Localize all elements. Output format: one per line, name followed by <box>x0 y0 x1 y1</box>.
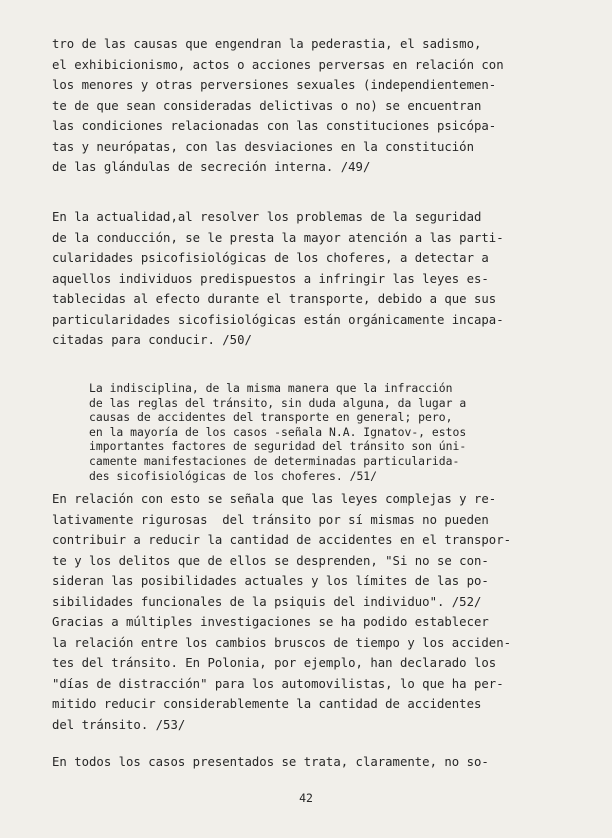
text-line: del tránsito. /53/ <box>52 717 186 732</box>
text-line: tes del tránsito. En Polonia, por ejemplo, han declarado los <box>52 656 497 670</box>
text-line: aquellos individuos predispuestos a infringir las leyes es- <box>52 271 489 286</box>
text-line: En relación con esto se señala que las leyes complejas y re- <box>52 492 497 506</box>
text-line: citadas para conducir. /50/ <box>52 333 252 347</box>
text-line: En todos los casos presentados se trata, claramente, no so- <box>52 755 489 769</box>
text-line: los menores y otras perversiones sexuales (independientemen- <box>52 78 497 92</box>
paragraph-perversions <box>52 34 504 178</box>
text-line: de la conducción, se le presta la mayor atención a las parti- <box>52 230 504 245</box>
page-number: 42 <box>299 791 313 805</box>
text-line: cularidades psicofisiológicas de los choferes, a detectar a <box>52 251 489 265</box>
text-line: "días de distracción" para los automovilistas, lo que ha per- <box>52 676 504 691</box>
text-line: mitido reducir considerablemente la cantidad de accidentes <box>52 697 482 711</box>
text-line: lativamente rigurosas del tránsito por sí mismas no pueden <box>52 512 489 527</box>
text-line: te y los delitos que de ellos se desprenden, "Si no se con- <box>52 553 489 568</box>
paragraph-traffic-laws <box>52 489 511 735</box>
block-quote-ignatov <box>89 381 466 483</box>
quote-line: camente manifestaciones de determinadas particularida- <box>89 453 460 468</box>
text-line: particularidades sicofisiológicas están orgánicamente incapa- <box>52 312 504 327</box>
text-line: la relación entre los cambios bruscos de tiempo y los acciden- <box>52 635 512 650</box>
paragraph-driving-safety <box>52 207 504 351</box>
quote-line: causas de accidentes del transporte en general; pero, <box>89 410 453 425</box>
quote-line: La indisciplina, de la misma manera que la infracción <box>89 381 453 395</box>
text-line: las condiciones relacionadas con las constituciones psicópa- <box>52 119 497 133</box>
text-line: En la actualidad,al resolver los problemas de la seguridad <box>52 210 482 224</box>
text-line: tro de las causas que engendran la pederastia, el sadismo, <box>52 37 482 51</box>
text-line: contribuir a reducir la cantidad de accidentes en el transpor- <box>52 533 512 547</box>
text-line: tas y neurópatas, con las desviaciones en la constitución <box>52 139 474 154</box>
paragraph-final <box>52 752 489 773</box>
text-line: sideran las posibilidades actuales y los límites de las po- <box>52 574 489 588</box>
text-line: de las glándulas de secreción interna. /49/ <box>52 160 371 174</box>
text-line: sibilidades funcionales de la psiquis del individuo". /52/ <box>52 594 482 609</box>
quote-line: importantes factores de seguridad del tránsito son úni- <box>89 439 467 454</box>
text-line: el exhibicionismo, actos o acciones perversas en relación con <box>52 57 504 72</box>
quote-line: des sicofisiológicas de los choferes. /51/ <box>89 468 378 483</box>
quote-line: en la mayoría de los casos -señala N.A. Ignatov-, estos <box>89 424 467 439</box>
text-line: tablecidas al efecto durante el transporte, debido a que sus <box>52 292 497 306</box>
text-line: te de que sean consideradas delictivas o no) se encuentran <box>52 98 482 113</box>
quote-line: de las reglas del tránsito, sin duda alguna, da lugar a <box>89 395 467 410</box>
text-line: Gracias a múltiples investigaciones se ha podido establecer <box>52 615 489 629</box>
